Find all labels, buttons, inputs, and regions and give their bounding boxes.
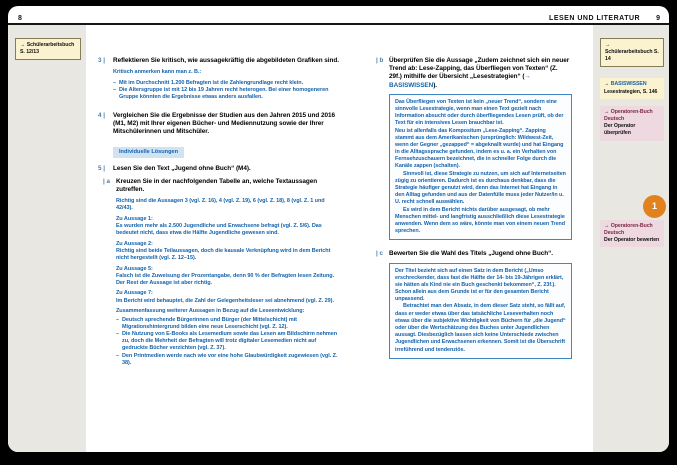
list-item: – Die Altersgruppe ist mit 12 bis 19 Jahren recht heterogen. Bei einer homogeneren Gruppe könnten die Ergebnisse etwas anders ausfallen. bbox=[113, 86, 329, 101]
answer-bullets bbox=[113, 80, 341, 101]
task-number: 4 | bbox=[98, 111, 106, 119]
subtask-label: | a bbox=[103, 177, 111, 185]
operator-reference-check: → Operatoren-Buch Deutsch Der Operator überprüfen bbox=[600, 106, 664, 141]
book-page bbox=[8, 6, 669, 452]
task-3 bbox=[98, 57, 341, 105]
arrow-icon: → bbox=[604, 222, 610, 229]
left-content-column bbox=[98, 57, 341, 377]
basiswissen-reference: → BASISWISSEN Lesestrategien, S. 146 bbox=[600, 78, 664, 99]
task-5a-answer: Richtig sind die Aussagen 3 (vgl. Z. 16), 4 (vgl. Z. 19), 6 (vgl. Z. 18), 8 (vgl. Z. 1 und 42/43). Zu Aussage 1: Es wurden mehr als 2.500 Jugendliche und Erwachsene befragt (vgl. Z. 5/6). Das bedeutet nicht, dass etwa die Hälfte Jugendliche gewesen sind. Zu Aussage 2: Richtig sind beide Teilaussagen, doch die kausale Verknüpfung wird in dem Bericht nicht hergestellt (vgl. Z. 12–15). Zu Aussage 5: Falsch ist die Zuweisung der Prozentangabe, denn 90 % der Befragten lesen Zeitung. Der Rest der Aussage ist aber richtig. Zu Aussage 7: Im Bericht wird behauptet, die Zahl der Gelegenheitsleser sei abnehmend (vgl. Z. 29). Zusammenfassung weiterer Aussagen in Bezug auf die Leseentwicklung: – Deutsch sprechende Bürgerinnen und Bürger (der Mittelschicht) mit Migrationshintergrund bilden eine neue Leserschicht (vgl. Z. 12). – Die Nutzung von E-Books als Lesemedium sowie das Lesen am Bildschirm nehmen zu, doch die Mehrheit der Befragten will trotz digitaler Lesemedien nicht auf gedruckte Bücher verzichten (vgl. Z. 37). – Den Printmedien werde nach wie vor eine hohe Glaubwürdigkeit zugewiesen (vgl. Z. 38). bbox=[116, 198, 341, 367]
task-5c-answer-box: Der Titel bezieht sich auf einen Satz in dem Bericht („Umso erschreckender, dass fast die Hälfte der 14- bis 19-Jährigen erklärt, sie hätten als Kind nie ein Buch geschenkt bekommen“, Z. 23f.). Schon allein aus dem Grunde ist er für den gesamten Bericht unpassend. Betrachtet man den Absatz, in dem dieser Satz steht, so fällt auf, dass er weder etwas über das tatsächliche Leseverhalten noch etwas über die subjektive Wichtigkeit von Büchern für „die Jugend“ oder über die Wertschätzung des Buches unter Jugendlichen aussagt. Diesbezüglich lassen sich keine Unterschiede zwischen Jugendlichen und Erwachsenen erkennen. Somit ist die Überschrift irreführend und tendenziös. bbox=[389, 263, 572, 359]
task-3-answer: Kritisch anmerken kann man z. B.: – Mit im Durchschnitt 1.200 Befragten ist die Zahlengrundlage recht klein. – Die Altersgruppe ist mit 12 bis 19 Jahren recht heterogen. Bei einer homogeneren Gruppe könnten die Ergebnisse etwas anders ausfallen. bbox=[113, 69, 341, 101]
page-header bbox=[18, 11, 660, 22]
right-content-column bbox=[371, 57, 572, 366]
chapter-tab-marker: 1 bbox=[643, 195, 666, 218]
left-margin-strip bbox=[8, 25, 86, 453]
task-5 bbox=[98, 165, 341, 173]
list-item: – Die Nutzung von E-Books als Lesemedium sowie das Lesen am Bildschirm nehmen zu, doch die Mehrheit der Befragten will trotz digitaler Lesemedien nicht auf gedruckte Bücher verzichten (vgl. Z. 37). bbox=[116, 331, 338, 352]
list-item: – Deutsch sprechende Bürgerinnen und Bürger (der Mittelschicht) mit Migrationshintergrund bilden eine neue Leserschicht (vgl. Z. 12). bbox=[116, 316, 297, 330]
task-5a-instruction: Kreuzen Sie in der nachfolgenden Tabelle an, welche Textaussagen zutreffen. bbox=[116, 177, 318, 193]
subtask-label: | c bbox=[376, 250, 384, 258]
page-number-right: 9 bbox=[656, 15, 660, 22]
header-rule bbox=[8, 23, 669, 25]
task-5b bbox=[371, 57, 572, 240]
task-number: 3 | bbox=[98, 57, 106, 64]
task-3-instruction: Reflektieren Sie kritisch, wie aussagekräftig die abgebildeten Grafiken sind. bbox=[113, 57, 339, 64]
task-5c bbox=[371, 250, 572, 358]
list-item: – Mit im Durchschnitt 1.200 Befragten ist die Zahlengrundlage recht klein. bbox=[113, 79, 304, 86]
page-number-left: 8 bbox=[18, 15, 22, 22]
task-4-instruction: Vergleichen Sie die Ergebnisse der Studien aus den Jahren 2015 und 2016 (M1, M2) mit Ihrer eigenen Bücher- und Mediennutzung sowie der Ihrer Mitschülerinnen und Mitschüler. bbox=[113, 111, 335, 136]
task-5c-instruction: Bewerten Sie die Wahl des Titels „Jugend ohne Buch“. bbox=[389, 250, 553, 258]
operator-reference-rate: → Operatoren-Buch Deutsch Der Operator bewerten bbox=[600, 220, 664, 248]
right-margin-strip bbox=[593, 25, 669, 453]
basiswissen-inline-ref: → BASISWISSEN bbox=[389, 73, 531, 89]
task-5b-instruction: Überprüfen Sie die Aussage „Zudem zeichnet sich ein neuer Trend ab: Lese-Zapping, das Überfliegen von Texten“ (Z. 29f.) mithilfe der Übersicht „Lesestrategien“ (→ BASISWISSEN). bbox=[389, 57, 570, 89]
task-5b-answer-box: Das Überfliegen von Texten ist kein „neuer Trend“, sondern eine sinnvolle Lesestrategie, wenn man einen Text gezielt nach Information absucht oder durch überfliegendes Lesen prüft, ob der Text für ein intensives Lesen brauchbar ist. Neu ist allenfalls das Kompositum „Lese-Zapping“. Zapping stammt aus dem Amerikanischen (ursprünglich: Wildwest-Zeit, wenn der Gegner „gezapped“ = abgeknallt wurde) und hat Eingang in die Alltagssprache gefunden, indem es u. a. ein Verhalten von Fernsehzuschauern bezeichnet, die in schneller Folge durch die Kanäle zappen (schalten). Sinnvoll ist, diese Strategie zu nutzen, um sich auf Internetseiten zügig zu orientieren. Dadurch ist es durchaus denkbar, dass die Strategie häufiger genutzt wird, denn das Internet hat Eingang in den Alltag gefunden und aus der Datenfülle muss jeder Nutzer/in u. U. recht schnell auswählen. Es wird in dem Bericht nichts darüber ausgesagt, ob mehr Menschen mittel- und langfristig ausschließlich diese Lesestrategie anwenden. Wenn dem so wäre, könnte man von einem neuen Trend sprechen. bbox=[389, 94, 572, 241]
workbook-reference-right: → Schülerarbeitsbuch S. 14 bbox=[600, 38, 664, 68]
chapter-title: LESEN UND LITERATUR bbox=[549, 15, 641, 22]
task-4 bbox=[98, 112, 341, 159]
workbook-reference-left: → Schülerarbeitsbuch S. 12/13 bbox=[15, 38, 81, 61]
arrow-icon: → bbox=[20, 41, 26, 48]
arrow-icon: → bbox=[605, 41, 611, 48]
arrow-icon: → bbox=[604, 81, 610, 88]
task-number: 5 | bbox=[98, 165, 106, 173]
arrow-icon: → bbox=[604, 109, 610, 116]
individual-solutions-badge: Individuelle Lösungen bbox=[113, 147, 184, 158]
task-5-instruction: Lesen Sie den Text „Jugend ohne Buch“ (M4). bbox=[113, 165, 251, 173]
subtask-label: | b bbox=[376, 57, 384, 64]
summary-bullets bbox=[116, 317, 341, 367]
list-item: – Den Printmedien werde nach wie vor eine hohe Glaubwürdigkeit zugewiesen (vgl. Z. 38). bbox=[116, 352, 338, 366]
task-5a bbox=[98, 178, 341, 371]
